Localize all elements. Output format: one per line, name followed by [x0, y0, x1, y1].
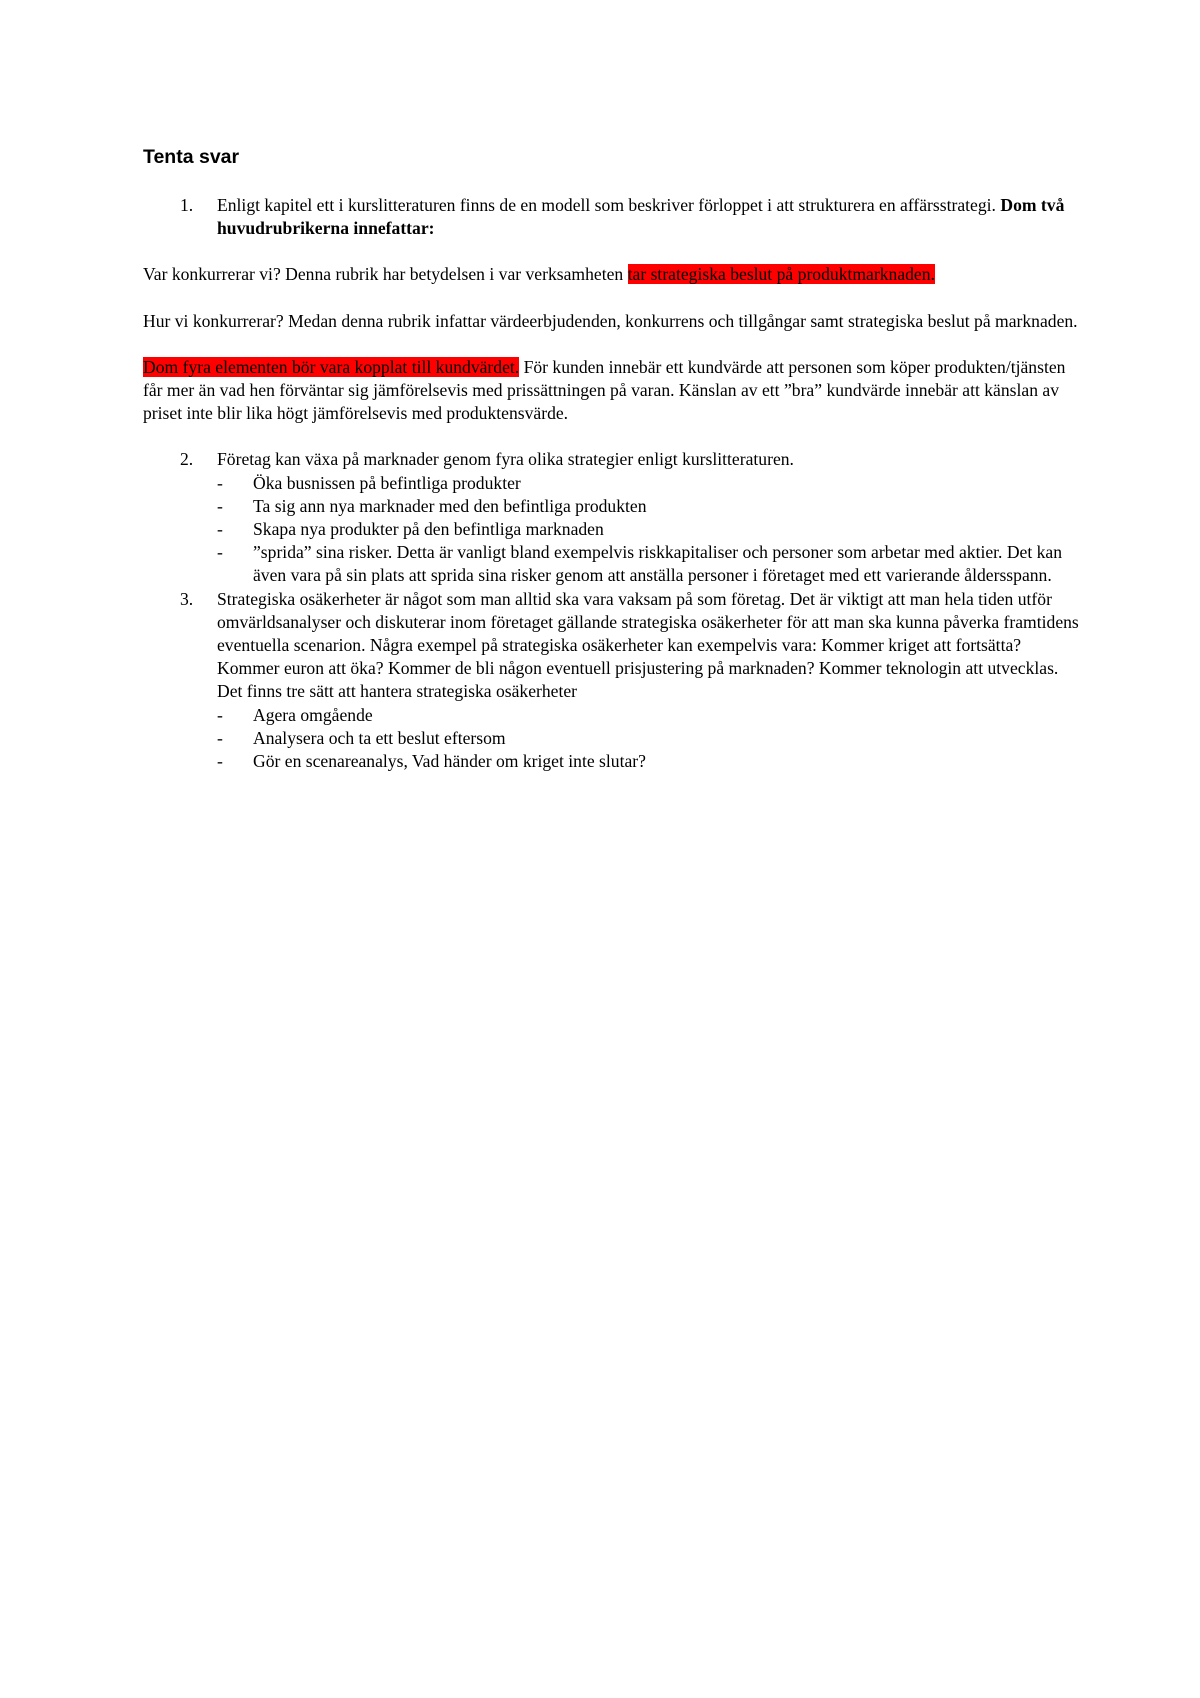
list-item-text: ”sprida” sina risker. Detta är vanligt bland exempelvis riskkapitaliser och personer som arbetar med aktier. Det kan även vara på sin plats att sprida sina risker genom att anställa personer i företaget med ett varierande åldersspann.	[253, 542, 1063, 586]
list-item-text: Agera omgående	[253, 704, 373, 725]
dash-bullet: -	[217, 704, 223, 725]
dash-bullet: -	[217, 472, 223, 493]
question-2	[143, 448, 1080, 471]
list-item-text: Analysera och ta ett beslut eftersom	[253, 727, 506, 748]
list-item-text: Gör en scenareanalys, Vad händer om kriget inte slutar?	[253, 751, 646, 772]
question-1	[143, 194, 1080, 240]
question-2-text: Företag kan växa på marknader genom fyra olika strategier enligt kurslitteraturen.	[217, 449, 794, 470]
dash-bullet: -	[217, 542, 223, 563]
list-item	[143, 518, 1080, 541]
list-number: 3.	[180, 588, 194, 609]
dash-bullet: -	[217, 751, 223, 772]
list-item	[143, 704, 1080, 727]
dash-bullet: -	[217, 519, 223, 540]
paragraph-var-konkurrerar: Var konkurrerar vi? Denna rubrik har betydelsen i var verksamheten tar strategiska beslut på produktmarknaden.	[143, 264, 935, 285]
list-item	[143, 495, 1080, 518]
question-3-text: Strategiska osäkerheter är något som man alltid ska vara vaksam på som företag. Det är viktigt att man hela tiden utför omvärldsanalyser och diskuterar inom företaget gällande strategiska osäkerheter för att man ska kunna påverka framtidens eventuella scenarion. Några exempel på strategiska osäkerheter kan exempelvis vara: Kommer kriget att fortsätta? Kommer euron att öka? Kommer de bli någon eventuell prisjustering på marknaden? Kommer teknologin att utvecklas. Det finns tre sätt att hantera strategiska osäkerheter	[217, 588, 1079, 702]
list-item	[143, 750, 1080, 773]
highlighted-text: tar strategiska beslut på produktmarknaden.	[627, 264, 935, 285]
question-1-text: Enligt kapitel ett i kurslitteraturen finns de en modell som beskriver förloppet i att strukturera en affärsstrategi. Dom två huvudrubrikerna innefattar:	[217, 195, 1065, 239]
list-number: 2.	[180, 449, 194, 470]
list-item-text: Skapa nya produkter på den befintliga marknaden	[253, 519, 604, 540]
list-item	[143, 541, 1080, 587]
list-item-text: Ta sig ann nya marknader med den befintliga produkten	[253, 495, 647, 516]
list-item	[143, 727, 1080, 750]
dash-bullet: -	[217, 495, 223, 516]
question-1-bold: Dom två huvudrubrikerna innefattar:	[217, 195, 1065, 239]
paragraph-kundvarde: Dom fyra elementen bör vara kopplat till kundvärdet. För kunden innebär ett kundvärde att personen som köper produkten/tjänsten får mer än vad hen förväntar sig jämförelsevis med prissättningen på varan. Känslan av ett ”bra” kundvärde innebär att känslan av priset inte blir lika högt jämförelsevis med produktensvärde.	[143, 356, 1066, 424]
paragraph-hur-konkurrerar: Hur vi konkurrerar? Medan denna rubrik infattar värdeerbjudenden, konkurrens och tillgångar samt strategiska beslut på marknaden.	[143, 310, 1078, 331]
document-title: Tenta svar	[143, 146, 240, 168]
list-item-text: Öka busnissen på befintliga produkter	[253, 472, 521, 493]
highlighted-text: Dom fyra elementen bör vara kopplat till kundvärdet.	[143, 356, 520, 377]
list-item	[143, 472, 1080, 495]
list-number: 1.	[180, 195, 194, 215]
dash-bullet: -	[217, 727, 223, 748]
question-3	[143, 588, 1080, 704]
